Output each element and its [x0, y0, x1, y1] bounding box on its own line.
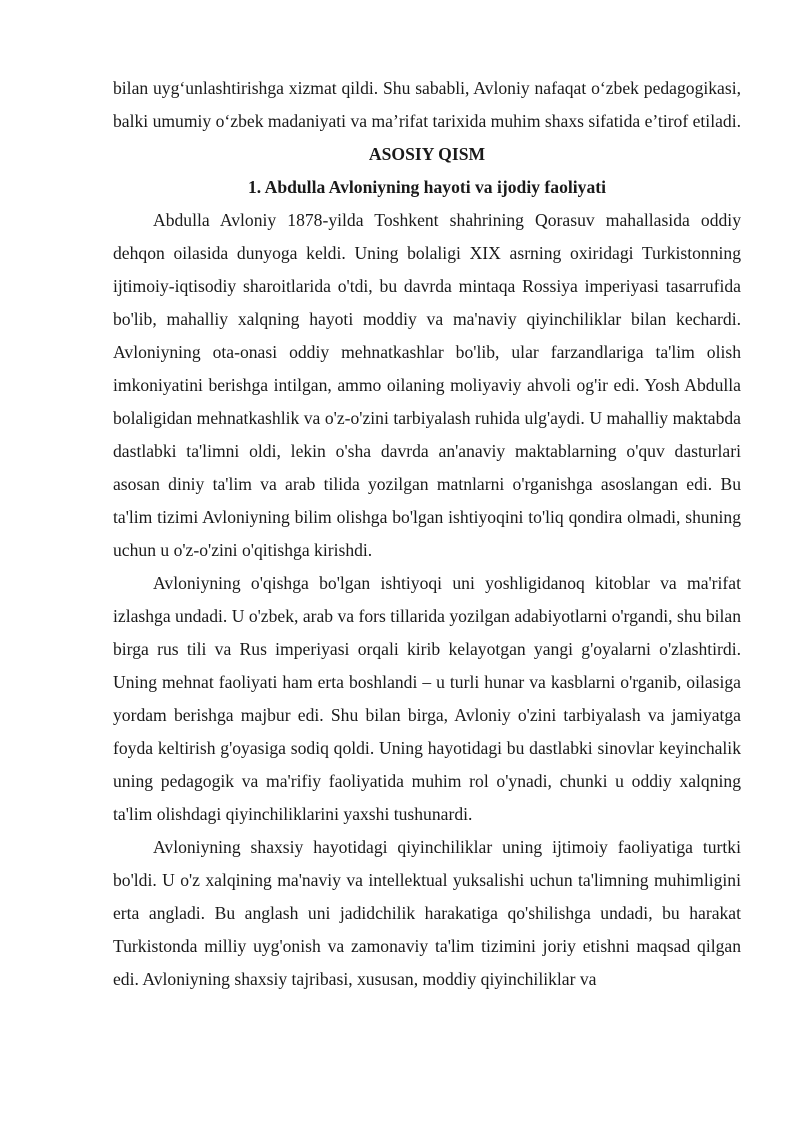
body-paragraph-1: Abdulla Avloniy 1878-yilda Toshkent shahrining Qorasuv mahallasida oddiy dehqon oilasida dunyoga keldi. Uning bolaligi XIX asrning oxiridagi Turkistonning ijtimoiy-iqtisodiy sharoitlarida o'tdi, bu davrda mintaqa Rossiya imperiyasi tasarrufida bo'lib, mahalliy xalqning hayoti moddiy va ma'naviy qiyinchiliklar bilan kechardi. Avloniyning ota-onasi oddiy mehnatkashlar bo'lib, ular farzandlariga ta'lim olish imkoniyatini berishga intilgan, ammo oilaning moliyaviy ahvoli og'ir edi. Yosh Abdulla bolaligidan mehnatkashlik va o'z-o'zini tarbiyalash ruhida ulg'aydi. U mahalliy maktabda dastlabki ta'limni oldi, lekin o'sha davrda an'anaviy maktablarning o'quv dasturlari asosan diniy ta'lim va arab tilida yozilgan matnlarni o'rganishga asoslangan edi. Bu ta'lim tizimi Avloniyning bilim olishga bo'lgan ishtiyoqini to'liq qondira olmadi, shuning uchun u o'z-o'zini o'qitishga kirishdi. [113, 210, 741, 560]
intro-paragraph: bilan uyg‘unlashtirishga xizmat qildi. Shu sababli, Avloniy nafaqat o‘zbek pedagogikasi, balki umumiy o‘zbek madaniyati va ma’rifat tarixida muhim shaxs sifatida e’tirof etiladi. [113, 78, 741, 131]
section-title: ASOSIY QISM [368, 144, 486, 164]
subsection-title: 1. Abdulla Avloniyning hayoti va ijodiy faoliyati [248, 177, 606, 197]
body-paragraph-3: Avloniyning shaxsiy hayotidagi qiyinchiliklar uning ijtimoiy faoliyatiga turtki bo'ldi. U o'z xalqining ma'naviy va intellektual yuksalishi uchun ta'limning muhimligini erta angladi. Bu anglash uni jadidchilik harakatiga qo'shilishga undadi, bu harakat Turkistonda milliy uyg'onish va zamonaviy ta'lim tizimini joriy etishni maqsad qilgan edi. Avloniyning shaxsiy tajribasi, xususan, moddiy qiyinchiliklar va [113, 837, 741, 989]
body-paragraph-2: Avloniyning o'qishga bo'lgan ishtiyoqi uni yoshligidanoq kitoblar va ma'rifat izlashga undadi. U o'zbek, arab va fors tillarida yozilgan adabiyotlarni o'rgandi, shu bilan birga rus tili va Rus imperiyasi orqali kirib kelayotgan yangi g'oyalarni o'zlashtirdi. Uning mehnat faoliyati ham erta boshlandi – u turli hunar va kasblarni o'rganib, oilasiga yordam berishga majbur edi. Shu bilan birga, Avloniy o'zini tarbiyalash va jamiyatga foyda keltirish g'oyasiga sodiq qoldi. Uning hayotidagi bu dastlabki sinovlar keyinchalik uning pedagogik va ma'rifiy faoliyatida muhim rol o'ynadi, chunki u oddiy xalqning ta'lim olishdagi qiyinchiliklarini yaxshi tushunardi. [113, 573, 741, 824]
document-page [113, 72, 741, 996]
